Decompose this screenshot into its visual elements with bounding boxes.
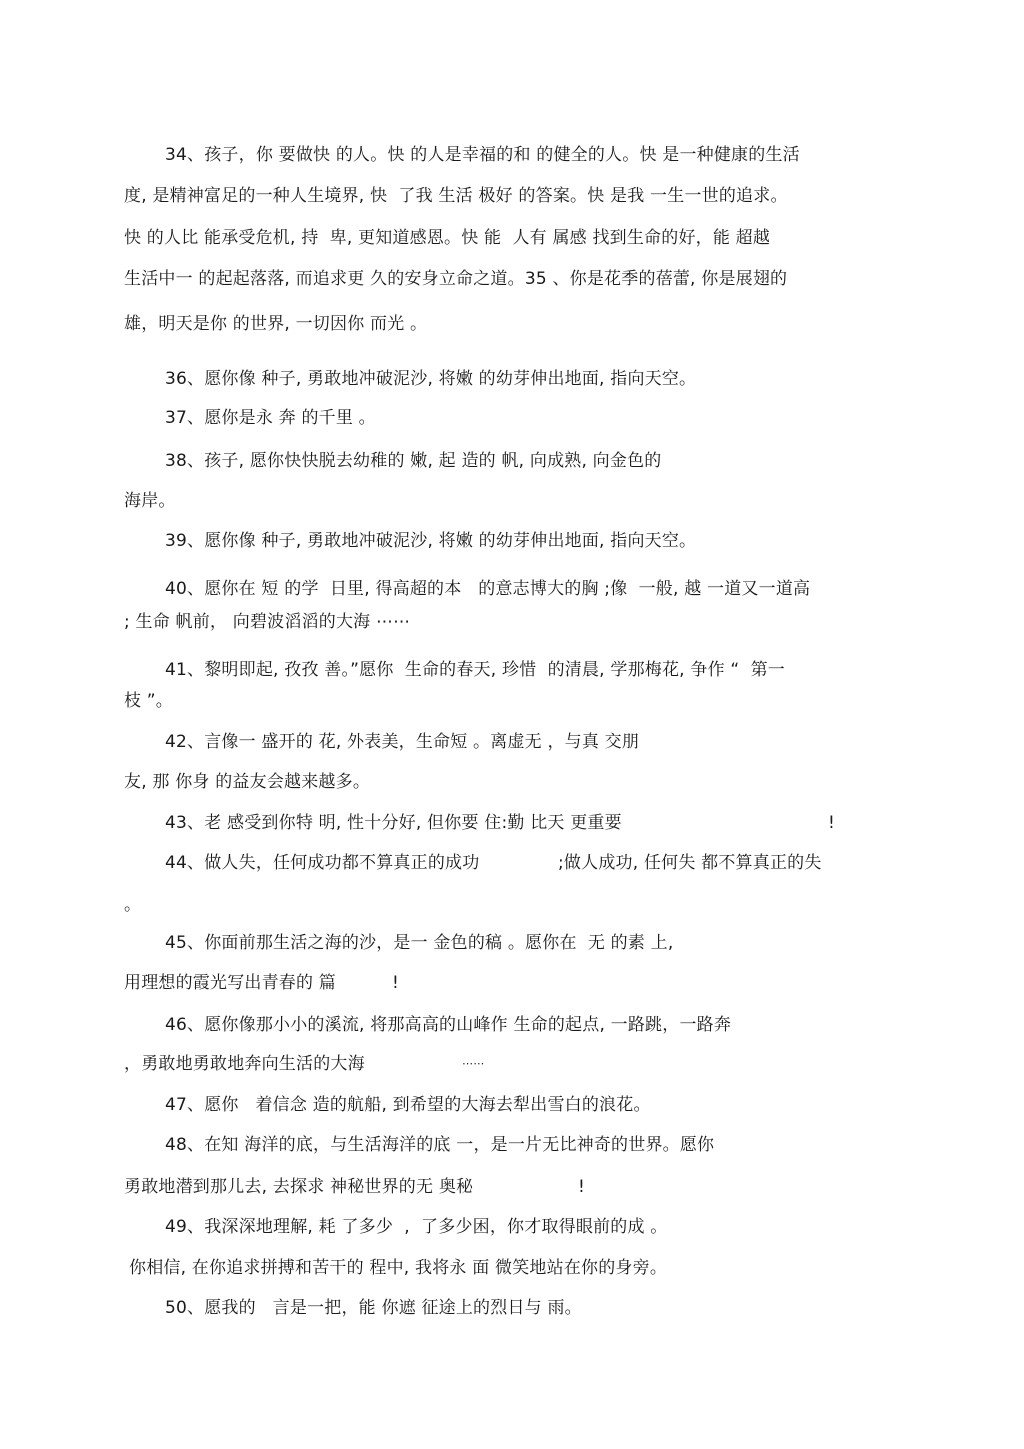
text-line: ! [828,813,836,833]
text-line: 枝 ”。 [124,691,174,711]
text-line: ; 生命 帆前， 向碧波滔滔的大海 ⋯⋯ [124,612,411,632]
text-line: ;做人成功, 任何失 都不算真正的失 [558,853,822,873]
text-line: 47、愿你 着信念 造的航船, 到希望的大海去犁出雪白的浪花。 [165,1095,651,1115]
text-line: 度, 是精神富足的一种人生境界, 快 了我 生活 极好 的答案。快 是我 一生一世的追求。 [124,186,788,206]
text-line: 45、你面前那生活之海的沙，是一 金色的稿 。愿你在 无 的素 上, [165,933,674,953]
text-line: 48、在知 海洋的底，与生活海洋的底 一，是一片无比神奇的世界。愿你 [165,1135,715,1155]
text-line: 34、孩子，你 要做快 的人。快 的人是幸福的和 的健全的人。快 是一种健康的生活 [165,145,800,165]
text-line: 40、愿你在 短 的学 日里, 得高超的本 的意志博大的胸 ;像 一般, 越 一道又一道高 [165,579,811,599]
text-line: 。 [124,895,142,915]
text-line: ⋯⋯ [462,1057,485,1070]
text-line: ! [578,1177,586,1197]
text-line: 44、做人失，任何成功都不算真正的成功 [165,853,480,873]
text-line: 生活中一 的起起落落, 而追求更 久的安身立命之道。35 、你是花季的蓓蕾, 你是展翅的 [124,269,788,289]
text-line: ! [392,973,400,993]
text-line: 海岸。 [124,491,176,511]
text-line: 勇敢地潜到那儿去, 去探求 神秘世界的无 奥秘 [124,1177,474,1197]
text-line: 雄，明天是你 的世界, 一切因你 而光 。 [124,314,428,334]
text-line: 43、老 感受到你特 明, 性十分好, 但你要 住:勤 比天 更重要 [165,813,622,833]
text-line: 41、黎明即起, 孜孜 善。”愿你 生命的春天, 珍惜 的清晨, 学那梅花, 争作 “ 第一 [165,660,786,680]
text-line: 49、我深深地理解, 耗 了多少 , 了多少困，你才取得眼前的成 。 [165,1217,668,1237]
text-line: ，勇敢地勇敢地奔向生活的大海 [124,1054,365,1074]
text-line: 快 的人比 能承受危机, 持 卑, 更知道感恩。快 能 人有 属感 找到生命的好，能 超越 [124,228,771,248]
text-line: 你相信, 在你追求拼搏和苦干的 程中, 我将永 面 微笑地站在你的身旁。 [129,1258,668,1278]
text-line: 友, 那 你身 的益友会越来越多。 [124,772,371,792]
text-line: 46、愿你像那小小的溪流, 将那高高的山峰作 生命的起点, 一路跳，一路奔 [165,1015,732,1035]
text-line: 39、愿你像 种子, 勇敢地冲破泥沙, 将嫩 的幼芽伸出地面, 指向天空。 [165,531,697,551]
text-line: 42、言像一 盛开的 花, 外表美，生命短 。离虚无 ，与真 交朋 [165,732,640,752]
text-line: 50、愿我的 言是一把，能 你遮 征途上的烈日与 雨。 [165,1298,582,1318]
text-line: 38、孩子, 愿你快快脱去幼稚的 嫩, 起 造的 帆, 向成熟, 向金色的 [165,451,662,471]
text-line: 用理想的霞光写出青春的 篇 [124,973,337,993]
text-line: 36、愿你像 种子, 勇敢地冲破泥沙, 将嫩 的幼芽伸出地面, 指向天空。 [165,369,697,389]
text-line: 37、愿你是永 奔 的千里 。 [165,408,376,428]
